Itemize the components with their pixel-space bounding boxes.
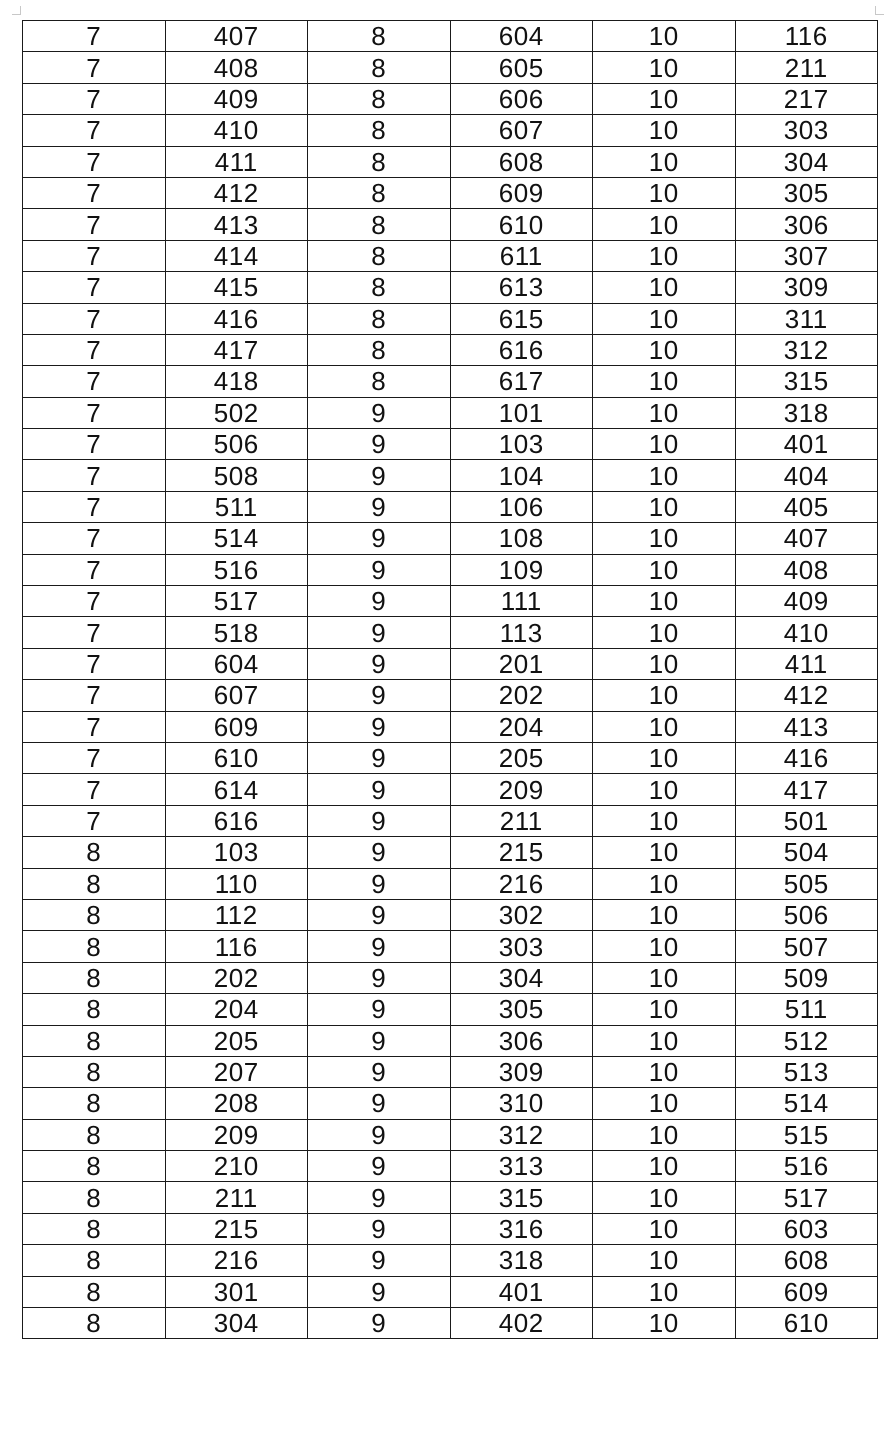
table-cell-room-c: 315 [735,366,878,397]
table-cell-room-b: 303 [450,931,593,962]
table-cell-grade-b: 8 [308,177,451,208]
table-cell-room-a: 616 [165,805,308,836]
table-cell-room-b: 309 [450,1056,593,1087]
table-cell-grade-a: 8 [23,1056,166,1087]
table-cell-grade-c: 10 [593,209,736,240]
table-cell-room-a: 413 [165,209,308,240]
table-cell-grade-b: 9 [308,994,451,1025]
table-cell-room-b: 610 [450,209,593,240]
table-cell-room-b: 315 [450,1182,593,1213]
table-row [23,334,878,365]
table-cell-room-b: 607 [450,115,593,146]
table-cell-grade-b: 9 [308,962,451,993]
table-cell-room-a: 517 [165,586,308,617]
table-cell-room-a: 414 [165,240,308,271]
table-row [23,1245,878,1276]
table-cell-room-b: 401 [450,1276,593,1307]
table-cell-grade-b: 8 [308,21,451,52]
table-cell-grade-c: 10 [593,1182,736,1213]
table-cell-grade-b: 9 [308,1213,451,1244]
table-cell-grade-c: 10 [593,177,736,208]
table-cell-grade-a: 8 [23,962,166,993]
table-cell-grade-a: 7 [23,711,166,742]
table-row [23,868,878,899]
table-cell-grade-b: 9 [308,1056,451,1087]
table-cell-room-c: 410 [735,617,878,648]
table-cell-grade-b: 9 [308,1119,451,1150]
table-cell-grade-c: 10 [593,962,736,993]
table-cell-room-a: 516 [165,554,308,585]
table-cell-room-c: 513 [735,1056,878,1087]
table-cell-grade-b: 9 [308,523,451,554]
table-cell-room-c: 517 [735,1182,878,1213]
table-row [23,429,878,460]
table-cell-room-c: 305 [735,177,878,208]
table-cell-grade-b: 9 [308,554,451,585]
table-cell-room-b: 402 [450,1308,593,1339]
table-row [23,711,878,742]
table-row [23,115,878,146]
table-cell-grade-a: 8 [23,1119,166,1150]
table-cell-grade-b: 8 [308,272,451,303]
table-cell-grade-c: 10 [593,774,736,805]
table-row [23,1182,878,1213]
table-row [23,1025,878,1056]
table-cell-room-a: 116 [165,931,308,962]
table-row [23,21,878,52]
table-cell-grade-b: 9 [308,397,451,428]
table-cell-room-a: 110 [165,868,308,899]
table-cell-grade-c: 10 [593,554,736,585]
table-cell-grade-a: 7 [23,429,166,460]
table-cell-room-b: 202 [450,680,593,711]
table-cell-grade-c: 10 [593,272,736,303]
table-cell-room-b: 211 [450,805,593,836]
table-cell-room-c: 306 [735,209,878,240]
table-cell-grade-b: 9 [308,586,451,617]
table-cell-grade-c: 10 [593,1119,736,1150]
table-cell-grade-a: 7 [23,115,166,146]
table-cell-room-b: 605 [450,52,593,83]
table-cell-room-c: 610 [735,1308,878,1339]
table-cell-grade-c: 10 [593,491,736,522]
table-cell-grade-b: 8 [308,115,451,146]
table-cell-room-a: 416 [165,303,308,334]
table-cell-grade-b: 9 [308,837,451,868]
table-cell-grade-b: 9 [308,648,451,679]
table-cell-room-b: 613 [450,272,593,303]
table-row [23,460,878,491]
table-cell-room-b: 113 [450,617,593,648]
table-row [23,240,878,271]
table-cell-room-a: 202 [165,962,308,993]
table-row [23,1151,878,1182]
table-cell-grade-c: 10 [593,334,736,365]
table-cell-grade-b: 8 [308,52,451,83]
table-cell-grade-a: 7 [23,397,166,428]
table-row [23,303,878,334]
table-row [23,1308,878,1339]
table-row [23,146,878,177]
table-cell-room-b: 205 [450,742,593,773]
table-row [23,774,878,805]
table-cell-grade-c: 10 [593,805,736,836]
table-cell-grade-c: 10 [593,21,736,52]
table-cell-room-b: 606 [450,83,593,114]
table-cell-grade-c: 10 [593,1213,736,1244]
table-cell-room-b: 201 [450,648,593,679]
table-cell-room-c: 511 [735,994,878,1025]
table-cell-room-a: 208 [165,1088,308,1119]
table-row [23,209,878,240]
table-body [23,21,878,1339]
table-row [23,805,878,836]
table-cell-room-b: 106 [450,491,593,522]
table-cell-grade-c: 10 [593,366,736,397]
table-cell-grade-c: 10 [593,83,736,114]
table-row [23,366,878,397]
table-cell-grade-b: 8 [308,334,451,365]
table-cell-grade-c: 10 [593,52,736,83]
table-cell-room-c: 307 [735,240,878,271]
table-cell-grade-c: 10 [593,994,736,1025]
table-cell-grade-b: 8 [308,83,451,114]
table-cell-room-b: 111 [450,586,593,617]
table-cell-grade-a: 7 [23,303,166,334]
table-cell-room-a: 518 [165,617,308,648]
table-cell-grade-a: 8 [23,1088,166,1119]
table-cell-grade-b: 9 [308,899,451,930]
table-cell-room-a: 417 [165,334,308,365]
table-cell-room-a: 205 [165,1025,308,1056]
table-cell-grade-c: 10 [593,523,736,554]
table-cell-grade-a: 7 [23,146,166,177]
table-cell-grade-c: 10 [593,115,736,146]
table-cell-grade-a: 7 [23,21,166,52]
table-cell-grade-a: 7 [23,523,166,554]
table-cell-grade-c: 10 [593,868,736,899]
table-cell-grade-a: 8 [23,1025,166,1056]
table-cell-room-b: 103 [450,429,593,460]
table-cell-room-a: 112 [165,899,308,930]
table-cell-room-a: 607 [165,680,308,711]
table-cell-grade-c: 10 [593,146,736,177]
table-row [23,52,878,83]
table-cell-room-b: 104 [450,460,593,491]
table-cell-room-c: 417 [735,774,878,805]
table-cell-room-b: 216 [450,868,593,899]
table-row [23,554,878,585]
table-cell-room-c: 608 [735,1245,878,1276]
table-cell-grade-b: 9 [308,805,451,836]
table-cell-grade-a: 7 [23,805,166,836]
table-cell-room-a: 411 [165,146,308,177]
table-row [23,994,878,1025]
table-cell-room-c: 303 [735,115,878,146]
table-cell-grade-a: 8 [23,1276,166,1307]
table-row [23,586,878,617]
table-cell-room-b: 609 [450,177,593,208]
table-cell-grade-a: 7 [23,209,166,240]
table-row [23,1213,878,1244]
table-cell-room-a: 506 [165,429,308,460]
table-cell-room-c: 514 [735,1088,878,1119]
table-cell-room-a: 408 [165,52,308,83]
table-cell-grade-c: 10 [593,1245,736,1276]
table-cell-room-a: 502 [165,397,308,428]
table-cell-grade-c: 10 [593,1276,736,1307]
table-cell-grade-a: 8 [23,1213,166,1244]
table-cell-grade-c: 10 [593,648,736,679]
table-cell-room-b: 305 [450,994,593,1025]
table-cell-room-c: 409 [735,586,878,617]
table-cell-room-c: 504 [735,837,878,868]
table-cell-room-c: 603 [735,1213,878,1244]
table-cell-room-b: 109 [450,554,593,585]
table-cell-grade-a: 8 [23,1182,166,1213]
table-row [23,931,878,962]
table-cell-grade-a: 7 [23,554,166,585]
table-cell-room-c: 516 [735,1151,878,1182]
table-row [23,742,878,773]
table-cell-room-c: 501 [735,805,878,836]
table-row [23,1276,878,1307]
table-cell-grade-c: 10 [593,586,736,617]
table-row [23,1119,878,1150]
table-cell-grade-b: 9 [308,1308,451,1339]
table-cell-grade-a: 8 [23,931,166,962]
table-cell-grade-c: 10 [593,397,736,428]
table-cell-grade-a: 7 [23,491,166,522]
table-cell-grade-b: 9 [308,1276,451,1307]
table-cell-room-a: 604 [165,648,308,679]
table-cell-room-a: 508 [165,460,308,491]
table-cell-room-b: 611 [450,240,593,271]
table-cell-room-b: 615 [450,303,593,334]
table-cell-grade-c: 10 [593,837,736,868]
table-cell-room-c: 413 [735,711,878,742]
table-cell-room-a: 614 [165,774,308,805]
table-cell-room-b: 604 [450,21,593,52]
table-row [23,272,878,303]
table-cell-room-a: 409 [165,83,308,114]
table-cell-grade-b: 8 [308,240,451,271]
table-row [23,962,878,993]
table-cell-grade-b: 9 [308,742,451,773]
table-row [23,899,878,930]
table-row [23,648,878,679]
data-table [22,20,878,1339]
table-cell-room-b: 215 [450,837,593,868]
table-cell-grade-b: 9 [308,868,451,899]
table-cell-room-c: 507 [735,931,878,962]
table-cell-room-a: 209 [165,1119,308,1150]
table-row [23,83,878,114]
table-cell-grade-c: 10 [593,1056,736,1087]
table-cell-room-c: 416 [735,742,878,773]
table-cell-room-a: 514 [165,523,308,554]
table-cell-room-a: 415 [165,272,308,303]
table-cell-room-b: 310 [450,1088,593,1119]
table-cell-room-b: 101 [450,397,593,428]
table-cell-grade-a: 7 [23,334,166,365]
table-cell-room-a: 103 [165,837,308,868]
table-cell-grade-c: 10 [593,742,736,773]
table-cell-grade-c: 10 [593,680,736,711]
table-cell-grade-b: 9 [308,711,451,742]
table-cell-grade-a: 7 [23,83,166,114]
table-cell-room-a: 410 [165,115,308,146]
table-cell-grade-a: 7 [23,177,166,208]
table-cell-grade-a: 7 [23,680,166,711]
table-cell-room-b: 616 [450,334,593,365]
table-cell-grade-c: 10 [593,1025,736,1056]
table-cell-grade-b: 9 [308,429,451,460]
table-row [23,523,878,554]
page-corner-mark-left [12,6,21,15]
table-cell-room-b: 306 [450,1025,593,1056]
table-cell-room-c: 407 [735,523,878,554]
table-cell-grade-b: 9 [308,931,451,962]
table-row [23,397,878,428]
table-cell-room-a: 418 [165,366,308,397]
table-cell-grade-c: 10 [593,899,736,930]
table-cell-grade-a: 7 [23,774,166,805]
table-cell-grade-b: 9 [308,774,451,805]
table-cell-grade-b: 8 [308,366,451,397]
table-cell-room-a: 215 [165,1213,308,1244]
table-cell-grade-a: 7 [23,240,166,271]
table-cell-room-c: 408 [735,554,878,585]
table-row [23,1088,878,1119]
table-cell-room-a: 204 [165,994,308,1025]
table-cell-room-c: 217 [735,83,878,114]
table-cell-grade-b: 9 [308,1151,451,1182]
table-cell-room-b: 318 [450,1245,593,1276]
table-cell-grade-a: 7 [23,586,166,617]
table-cell-grade-c: 10 [593,1151,736,1182]
table-cell-room-c: 116 [735,21,878,52]
table-cell-room-c: 411 [735,648,878,679]
table-cell-room-b: 304 [450,962,593,993]
table-cell-grade-b: 9 [308,617,451,648]
table-cell-grade-b: 9 [308,680,451,711]
table-cell-grade-a: 7 [23,648,166,679]
table-cell-grade-a: 7 [23,617,166,648]
table-cell-grade-b: 8 [308,303,451,334]
table-cell-room-a: 412 [165,177,308,208]
table-cell-room-c: 311 [735,303,878,334]
table-cell-room-b: 209 [450,774,593,805]
table-cell-grade-a: 8 [23,837,166,868]
table-cell-room-c: 512 [735,1025,878,1056]
table-cell-room-a: 211 [165,1182,308,1213]
table-cell-room-b: 302 [450,899,593,930]
table-cell-room-c: 404 [735,460,878,491]
table-cell-room-c: 515 [735,1119,878,1150]
table-cell-grade-a: 8 [23,994,166,1025]
table-cell-grade-c: 10 [593,931,736,962]
table-cell-room-b: 617 [450,366,593,397]
table-cell-grade-c: 10 [593,429,736,460]
table-cell-grade-c: 10 [593,240,736,271]
table-cell-room-c: 609 [735,1276,878,1307]
page-corner-mark-right [875,6,884,15]
table-row [23,1056,878,1087]
table-cell-room-c: 318 [735,397,878,428]
table-row [23,491,878,522]
table-cell-grade-b: 9 [308,1088,451,1119]
table-cell-room-a: 609 [165,711,308,742]
table-cell-room-b: 312 [450,1119,593,1150]
table-cell-grade-a: 8 [23,1245,166,1276]
table-cell-grade-b: 9 [308,491,451,522]
table-cell-grade-a: 7 [23,742,166,773]
table-cell-grade-a: 7 [23,52,166,83]
table-cell-room-b: 204 [450,711,593,742]
table-row [23,680,878,711]
table-row [23,177,878,208]
table-cell-room-b: 316 [450,1213,593,1244]
table-cell-room-c: 309 [735,272,878,303]
table-cell-grade-b: 8 [308,209,451,240]
table-cell-room-a: 301 [165,1276,308,1307]
table-cell-room-c: 509 [735,962,878,993]
table-cell-grade-b: 9 [308,1025,451,1056]
table-cell-room-b: 313 [450,1151,593,1182]
table-cell-room-c: 506 [735,899,878,930]
table-cell-room-a: 511 [165,491,308,522]
table-cell-room-b: 108 [450,523,593,554]
table-cell-grade-c: 10 [593,460,736,491]
table-cell-room-a: 210 [165,1151,308,1182]
table-cell-grade-b: 8 [308,146,451,177]
table-cell-grade-b: 9 [308,1245,451,1276]
table-cell-room-a: 304 [165,1308,308,1339]
table-row [23,617,878,648]
table-cell-room-a: 407 [165,21,308,52]
table-cell-room-c: 211 [735,52,878,83]
table-cell-grade-c: 10 [593,711,736,742]
table-cell-room-c: 412 [735,680,878,711]
table-cell-grade-a: 8 [23,1151,166,1182]
table-cell-grade-c: 10 [593,617,736,648]
table-cell-room-a: 610 [165,742,308,773]
table-cell-room-c: 405 [735,491,878,522]
table-cell-grade-a: 7 [23,366,166,397]
table-cell-room-c: 401 [735,429,878,460]
table-cell-grade-a: 8 [23,1308,166,1339]
table-cell-grade-c: 10 [593,1088,736,1119]
table-cell-grade-b: 9 [308,460,451,491]
table-cell-room-a: 216 [165,1245,308,1276]
table-cell-grade-a: 8 [23,868,166,899]
table-cell-room-a: 207 [165,1056,308,1087]
table-cell-room-b: 608 [450,146,593,177]
table-cell-room-c: 312 [735,334,878,365]
table-cell-grade-c: 10 [593,303,736,334]
table-cell-grade-c: 10 [593,1308,736,1339]
table-cell-grade-a: 7 [23,272,166,303]
table-cell-grade-b: 9 [308,1182,451,1213]
table-row [23,837,878,868]
table-cell-grade-a: 8 [23,899,166,930]
table-cell-room-c: 304 [735,146,878,177]
table-cell-grade-a: 7 [23,460,166,491]
table-cell-room-c: 505 [735,868,878,899]
